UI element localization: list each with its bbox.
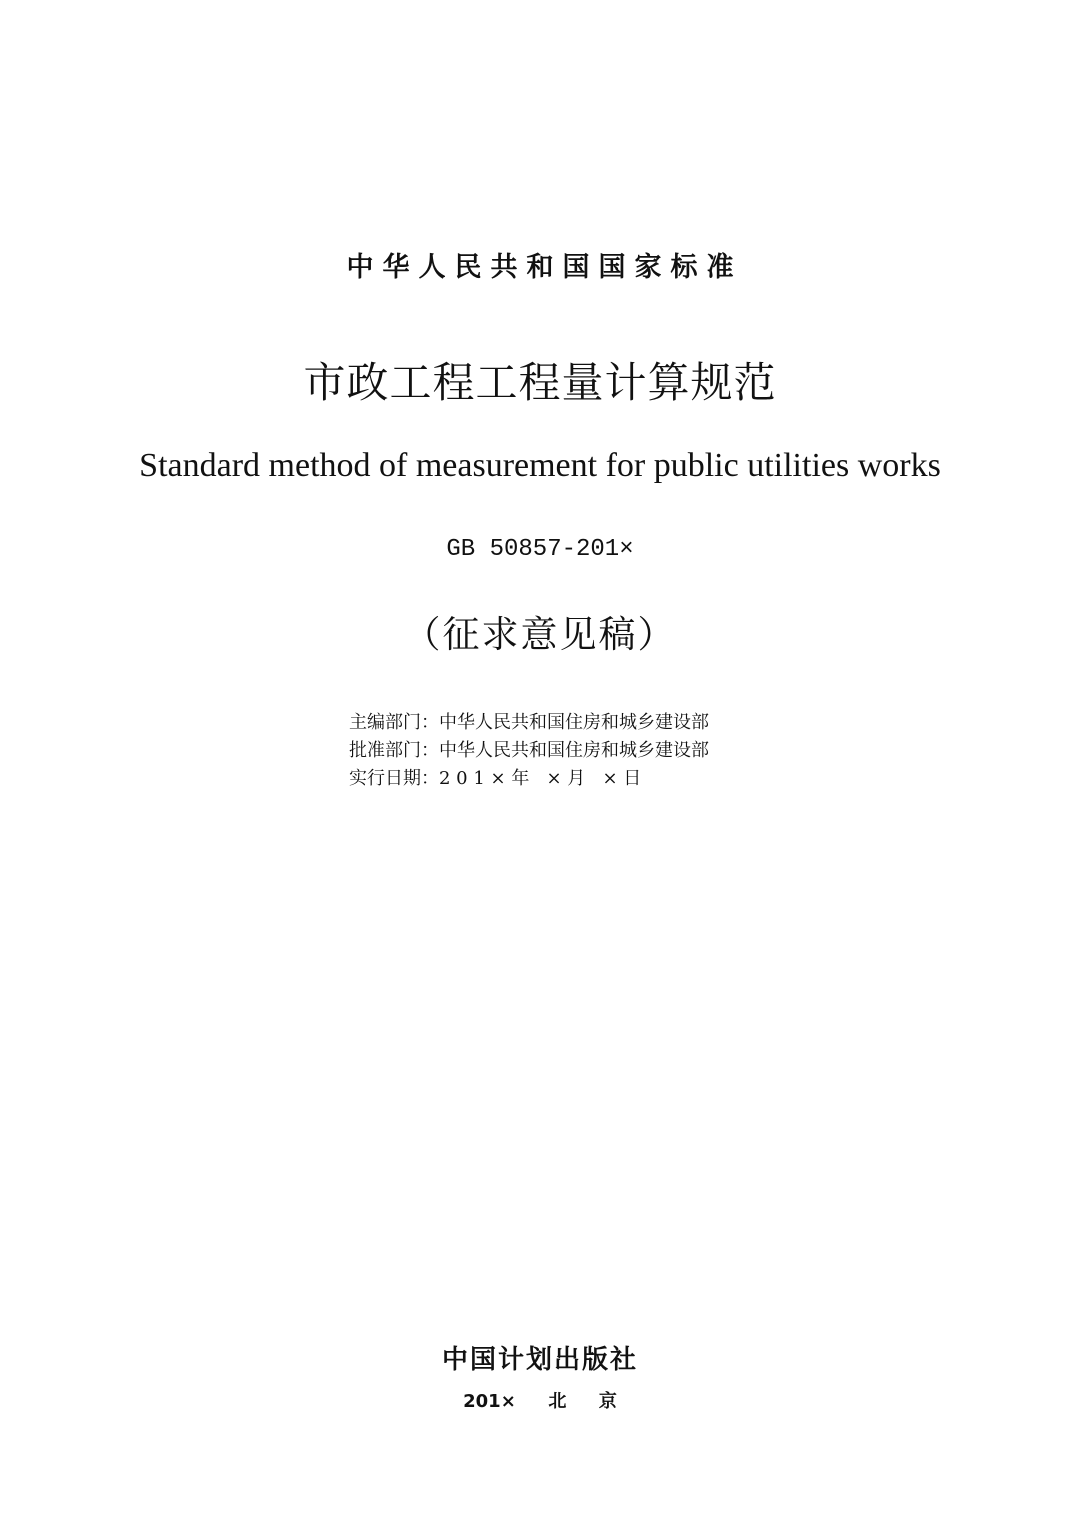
effective-date-value: 2 0 1 × 年 × 月 × 日 bbox=[439, 768, 642, 789]
editing-department-value: 中华人民共和国住房和城乡建设部 bbox=[439, 712, 709, 733]
publisher-name: 中国计划出版社 bbox=[441, 1345, 638, 1375]
english-title: Standard method of measurement for public utilities works bbox=[139, 447, 941, 484]
draft-status: （征求意见稿） bbox=[403, 613, 677, 656]
editing-department-row bbox=[349, 709, 769, 737]
chinese-title: 市政工程工程量计算规范 bbox=[303, 358, 777, 407]
approving-department-row bbox=[349, 737, 769, 765]
national-standard-heading: 中华人民共和国国家标准 bbox=[346, 252, 743, 283]
publication-place-year: 201× 北 京 bbox=[463, 1391, 617, 1412]
editing-department-label: 主编部门： bbox=[349, 712, 439, 733]
approving-department-value: 中华人民共和国住房和城乡建设部 bbox=[439, 740, 709, 761]
publication-info bbox=[349, 709, 769, 793]
standard-code: GB 50857-201× bbox=[446, 536, 634, 563]
effective-date-label: 实行日期： bbox=[349, 768, 439, 789]
approving-department-label: 批准部门： bbox=[349, 740, 439, 761]
effective-date-row bbox=[349, 765, 769, 793]
